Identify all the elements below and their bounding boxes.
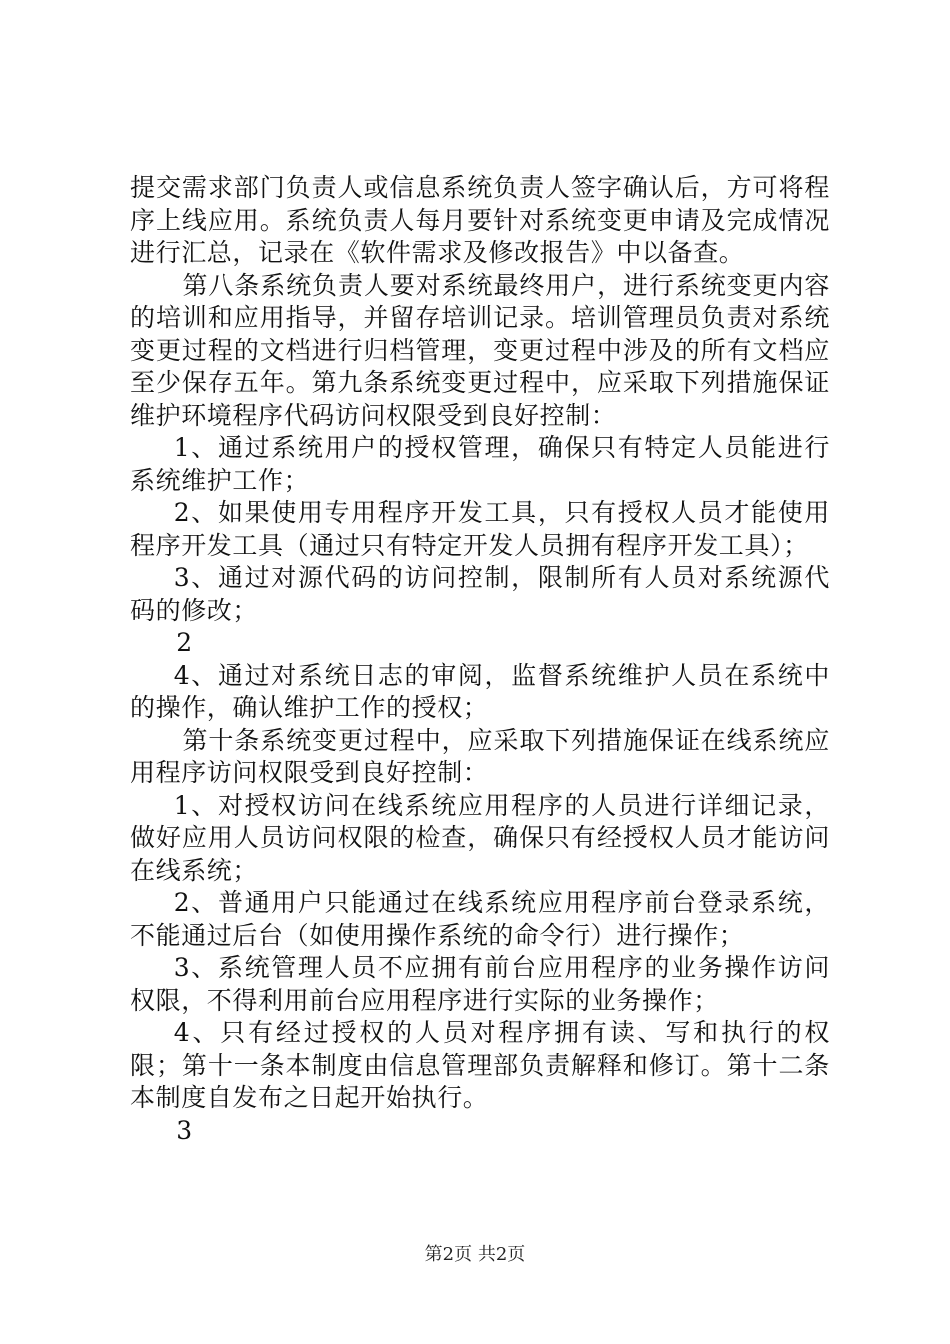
inline-page-number: 2	[176, 628, 193, 657]
list-item-1: 1、通过系统用户的授权管理，确保只有特定人员能进行系统维护工作；	[130, 433, 830, 495]
list-item-4: 4、通过对系统日志的审阅，监督系统维护人员在系统中的操作，确认维护工作的授权；	[130, 660, 830, 722]
list-item-4: 4、只有经过授权的人员对程序拥有读、写和执行的权限；第十一条本制度由信息管理部负责解释和修订。第十二条本制度自发布之日起开始执行。	[130, 1018, 830, 1112]
document-body	[130, 172, 830, 1147]
paragraph-continuation: 提交需求部门负责人或信息系统负责人签字确认后，方可将程序上线应用。系统负责人每月要针对系统变更申请及完成情况进行汇总，记录在《软件需求及修改报告》中以备查。	[130, 173, 830, 267]
paragraph-article-8: 第八条系统负责人要对系统最终用户，进行系统变更内容的培训和应用指导，并留存培训记录。培训管理员负责对系统变更过程的文档进行归档管理，变更过程中涉及的所有文档应至少保存五年。第九条系统变更过程中，应采取下列措施保证维护环境程序代码访问权限受到良好控制：	[130, 270, 830, 430]
list-item-2: 2、如果使用专用程序开发工具，只有授权人员才能使用程序开发工具（通过只有特定开发人员拥有程序开发工具）；	[130, 498, 830, 560]
list-item-2: 2、普通用户只能通过在线系统应用程序前台登录系统，不能通过后台（如使用操作系统的命令行）进行操作；	[130, 888, 830, 950]
list-item-3: 3、通过对源代码的访问控制，限制所有人员对系统源代码的修改；	[130, 563, 830, 625]
inline-page-number: 3	[176, 1115, 193, 1145]
page-footer: 第2页 共2页	[424, 1244, 526, 1265]
list-item-1: 1、对授权访问在线系统应用程序的人员进行详细记录，做好应用人员访问权限的检查，确保只有经授权人员才能访问在线系统；	[130, 790, 830, 885]
list-item-3: 3、系统管理人员不应拥有前台应用程序的业务操作访问权限，不得利用前台应用程序进行实际的业务操作；	[130, 953, 830, 1015]
paragraph-article-10: 第十条系统变更过程中，应采取下列措施保证在线系统应用程序访问权限受到良好控制：	[130, 725, 830, 787]
